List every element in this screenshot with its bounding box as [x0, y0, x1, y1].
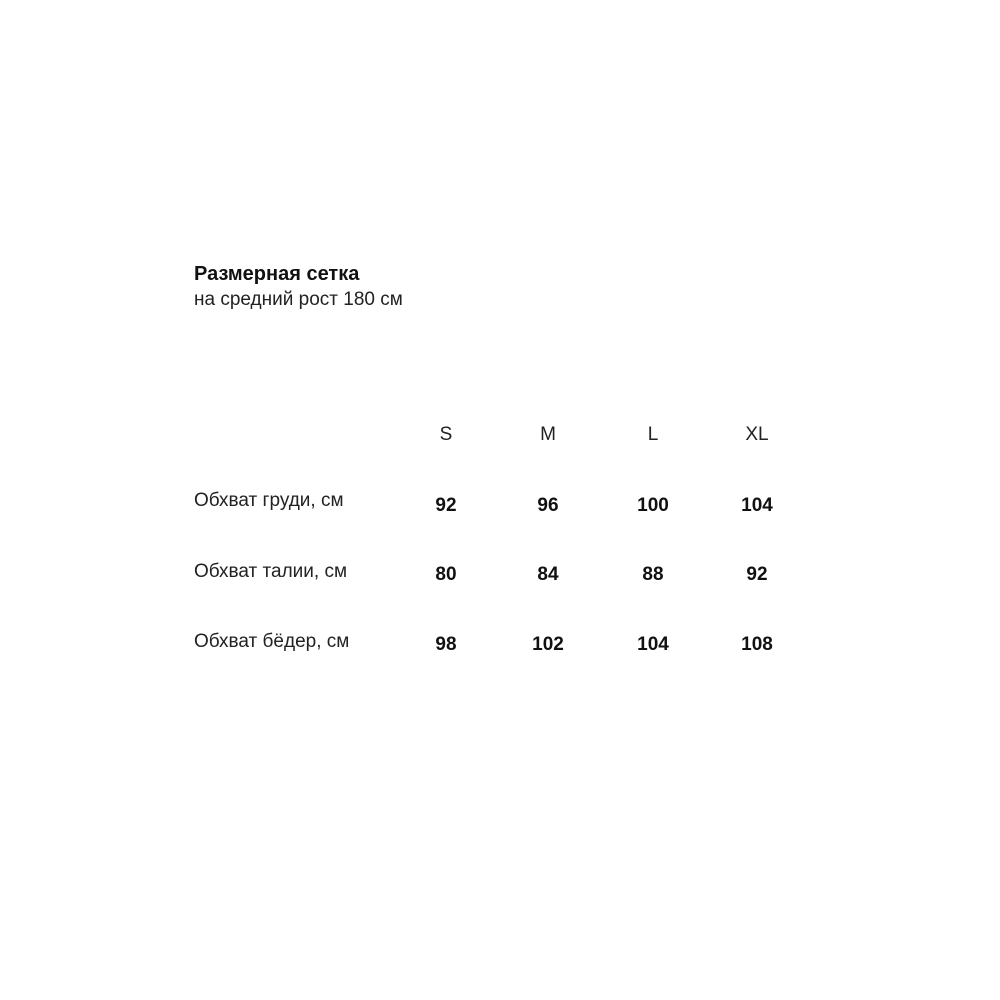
table-cell: 104: [741, 495, 773, 516]
page-title: Размерная сетка: [194, 263, 360, 285]
row-label-waist: Обхват талии, см: [194, 561, 348, 582]
table-cell: 98: [435, 634, 457, 655]
table-cell: 84: [537, 564, 559, 585]
column-header-m: M: [540, 424, 556, 445]
table-cell: 104: [637, 634, 669, 655]
column-header-s: S: [439, 424, 453, 445]
table-cell: 88: [642, 564, 664, 585]
row-label-chest: Обхват груди, см: [194, 490, 344, 511]
table-cell: 92: [746, 564, 768, 585]
table-cell: 92: [435, 495, 457, 516]
table-cell: 96: [537, 495, 559, 516]
column-header-xl: XL: [745, 424, 769, 445]
row-label-hips: Обхват бёдер, см: [194, 631, 350, 652]
column-header-l: L: [647, 424, 659, 445]
table-cell: 80: [435, 564, 457, 585]
table-cell: 108: [741, 634, 773, 655]
table-cell: 100: [637, 495, 669, 516]
page-subtitle: на средний рост 180 см: [194, 289, 403, 310]
table-cell: 102: [532, 634, 564, 655]
